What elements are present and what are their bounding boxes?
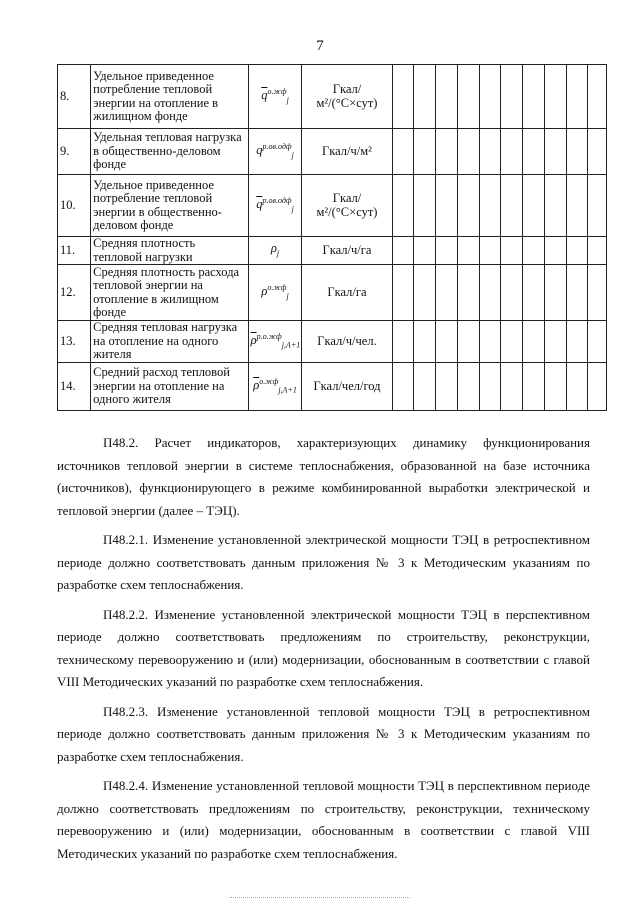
symbol-base: ρ [261, 284, 268, 299]
indicator-name: Удельная тепловая нагрузка в общественно-деловом фонде [91, 129, 248, 175]
empty-value-cell [436, 175, 458, 237]
empty-value-cell [523, 129, 545, 175]
unit-cell: Гкал/ч/м² [302, 129, 392, 175]
row-number: 11. [58, 237, 91, 265]
empty-value-cell [588, 129, 607, 175]
symbol-subscript: j [286, 95, 289, 105]
unit-cell: Гкал/ч/чел. [302, 321, 392, 363]
indicator-symbol [248, 129, 302, 175]
empty-value-cell [566, 175, 588, 237]
empty-value-cell [392, 129, 414, 175]
empty-value-cell [566, 363, 588, 411]
indicator-symbol [248, 65, 302, 129]
table-row [58, 265, 607, 321]
empty-value-cell [436, 237, 458, 265]
indicators-table [57, 64, 607, 411]
paragraph: П48.2.3. Изменение установленной тепловой мощности ТЭЦ в ретроспективном периоде должно соответствовать данным приложения № 3 к Методическим указаниям по разработке схем теплоснабжения. [57, 703, 590, 764]
table-row [58, 321, 607, 363]
empty-value-cell [544, 321, 566, 363]
empty-value-cell [544, 129, 566, 175]
unit-cell: Гкал/м²/(°С×сут) [302, 65, 392, 129]
indicator-symbol [248, 265, 302, 321]
empty-value-cell [523, 175, 545, 237]
empty-value-cell [457, 65, 479, 129]
indicator-symbol [248, 363, 302, 411]
indicator-symbol [248, 175, 302, 237]
empty-value-cell [588, 321, 607, 363]
indicator-name: Средний расход тепловой энергии на отопление на одного жителя [91, 363, 248, 411]
symbol-base: $\overline{\rho}$ [253, 378, 260, 393]
empty-value-cell [479, 175, 501, 237]
symbol-superscript: о.жф [267, 282, 287, 292]
empty-value-cell [523, 363, 545, 411]
empty-value-cell [479, 265, 501, 321]
row-number: 12. [58, 265, 91, 321]
empty-value-cell [457, 129, 479, 175]
paragraph: П48.2.2. Изменение установленной электрической мощности ТЭЦ в перспективном периоде должно соответствовать предложениям по строительству, реконструкции, техническому перевооружению и (или) модернизации, обоснованным в соответствии с главой VIII Методических указаний по разработке схем теплоснабжения. [57, 606, 590, 689]
unit-cell: Гкал/чел/год [302, 363, 392, 411]
empty-value-cell [392, 363, 414, 411]
empty-value-cell [566, 237, 588, 265]
symbol-superscript: о.жф [267, 86, 287, 96]
empty-value-cell [392, 175, 414, 237]
empty-value-cell [457, 363, 479, 411]
empty-value-cell [501, 65, 523, 129]
unit-cell: Гкал/га [302, 265, 392, 321]
symbol-subscript: j [286, 291, 289, 301]
empty-value-cell [544, 363, 566, 411]
empty-value-cell [523, 237, 545, 265]
empty-value-cell [523, 321, 545, 363]
empty-value-cell [414, 237, 436, 265]
row-number: 9. [58, 129, 91, 175]
empty-value-cell [479, 129, 501, 175]
body-text [57, 432, 590, 872]
row-number: 8. [58, 65, 91, 129]
symbol-base: $\overline{\rho}$ [250, 333, 257, 348]
empty-value-cell [566, 129, 588, 175]
row-number: 10. [58, 175, 91, 237]
row-number: 14. [58, 363, 91, 411]
empty-value-cell [544, 175, 566, 237]
empty-value-cell [414, 265, 436, 321]
symbol-subscript: j,A+1 [278, 385, 297, 395]
symbol-base: $\overline{q}$ [261, 88, 268, 103]
indicator-name: Средняя плотность тепловой нагрузки [91, 237, 248, 265]
empty-value-cell [457, 265, 479, 321]
symbol-base: $\overline{q}$ [256, 197, 263, 212]
symbol-subscript: j,A+1 [281, 340, 301, 350]
indicator-symbol [248, 237, 302, 265]
symbol-superscript: р.ов.одф [262, 141, 292, 151]
unit-cell: Гкал/ч/га [302, 237, 392, 265]
table-row [58, 65, 607, 129]
empty-value-cell [414, 321, 436, 363]
empty-value-cell [392, 321, 414, 363]
symbol-superscript: р.о.жф [256, 331, 282, 341]
empty-value-cell [588, 237, 607, 265]
empty-value-cell [392, 65, 414, 129]
indicator-symbol [248, 321, 302, 363]
row-number: 13. [58, 321, 91, 363]
symbol-subscript: j [291, 204, 294, 214]
paragraph: П48.2.4. Изменение установленной тепловой мощности ТЭЦ в перспективном периоде должно соответствовать предложениям по строительству, реконструкции, техническому перевооружению и (или) модернизации, обоснованным в соответствии с главой VIII Методических указаний по разработке схем теплоснабжения. [57, 778, 590, 861]
symbol-base: q [256, 143, 263, 158]
paragraph: П48.2. Расчет индикаторов, характеризующих динамику функционирования источников тепловой энергии в системе теплоснабжения, образованной на базе источника (источников), функционирующего в режиме комбинированной выработки электрической и тепловой энергии (далее – ТЭЦ). [57, 435, 590, 518]
table-row [58, 175, 607, 237]
empty-value-cell [392, 265, 414, 321]
symbol-subscript: j [291, 150, 294, 160]
table-row [58, 363, 607, 411]
empty-value-cell [436, 363, 458, 411]
empty-value-cell [392, 237, 414, 265]
empty-value-cell [501, 129, 523, 175]
empty-value-cell [436, 129, 458, 175]
empty-value-cell [588, 363, 607, 411]
empty-value-cell [501, 237, 523, 265]
scan-edge-mark [230, 897, 410, 899]
indicator-name: Удельное приведенное потребление тепловой энергии в общественно-деловом фонде [91, 175, 248, 237]
empty-value-cell [544, 265, 566, 321]
empty-value-cell [566, 65, 588, 129]
empty-value-cell [457, 175, 479, 237]
symbol-base: ρ [270, 241, 277, 256]
empty-value-cell [414, 65, 436, 129]
empty-value-cell [501, 363, 523, 411]
empty-value-cell [544, 237, 566, 265]
empty-value-cell [588, 175, 607, 237]
symbol-superscript: р.ов.одф [262, 195, 292, 205]
empty-value-cell [501, 321, 523, 363]
empty-value-cell [566, 265, 588, 321]
indicator-name: Средняя плотность расхода тепловой энергии на отопление в жилищном фонде [91, 265, 248, 321]
empty-value-cell [588, 265, 607, 321]
empty-value-cell [414, 175, 436, 237]
empty-value-cell [523, 65, 545, 129]
empty-value-cell [436, 65, 458, 129]
empty-value-cell [457, 321, 479, 363]
empty-value-cell [588, 65, 607, 129]
empty-value-cell [414, 363, 436, 411]
empty-value-cell [523, 265, 545, 321]
empty-value-cell [566, 321, 588, 363]
empty-value-cell [501, 265, 523, 321]
table-row [58, 129, 607, 175]
empty-value-cell [479, 321, 501, 363]
empty-value-cell [479, 237, 501, 265]
empty-value-cell [501, 175, 523, 237]
indicator-name: Удельное приведенное потребление тепловой энергии на отопление в жилищном фонде [91, 65, 248, 129]
table-body [58, 65, 607, 411]
empty-value-cell [479, 363, 501, 411]
symbol-superscript: о.жф [259, 376, 279, 386]
empty-value-cell [414, 129, 436, 175]
table-row [58, 237, 607, 265]
page-number: 7 [316, 38, 324, 54]
paragraph: П48.2.1. Изменение установленной электрической мощности ТЭЦ в ретроспективном периоде должно соответствовать данным приложения № 3 к Методическим указаниям по разработке схем теплоснабжения. [57, 532, 590, 592]
empty-value-cell [457, 237, 479, 265]
unit-cell: Гкал/м²/(°С×сут) [302, 175, 392, 237]
indicator-name: Средняя тепловая нагрузка на отопление на одного жителя [91, 321, 248, 363]
empty-value-cell [436, 265, 458, 321]
symbol-subscript: j [276, 248, 280, 258]
empty-value-cell [436, 321, 458, 363]
empty-value-cell [544, 65, 566, 129]
empty-value-cell [479, 65, 501, 129]
